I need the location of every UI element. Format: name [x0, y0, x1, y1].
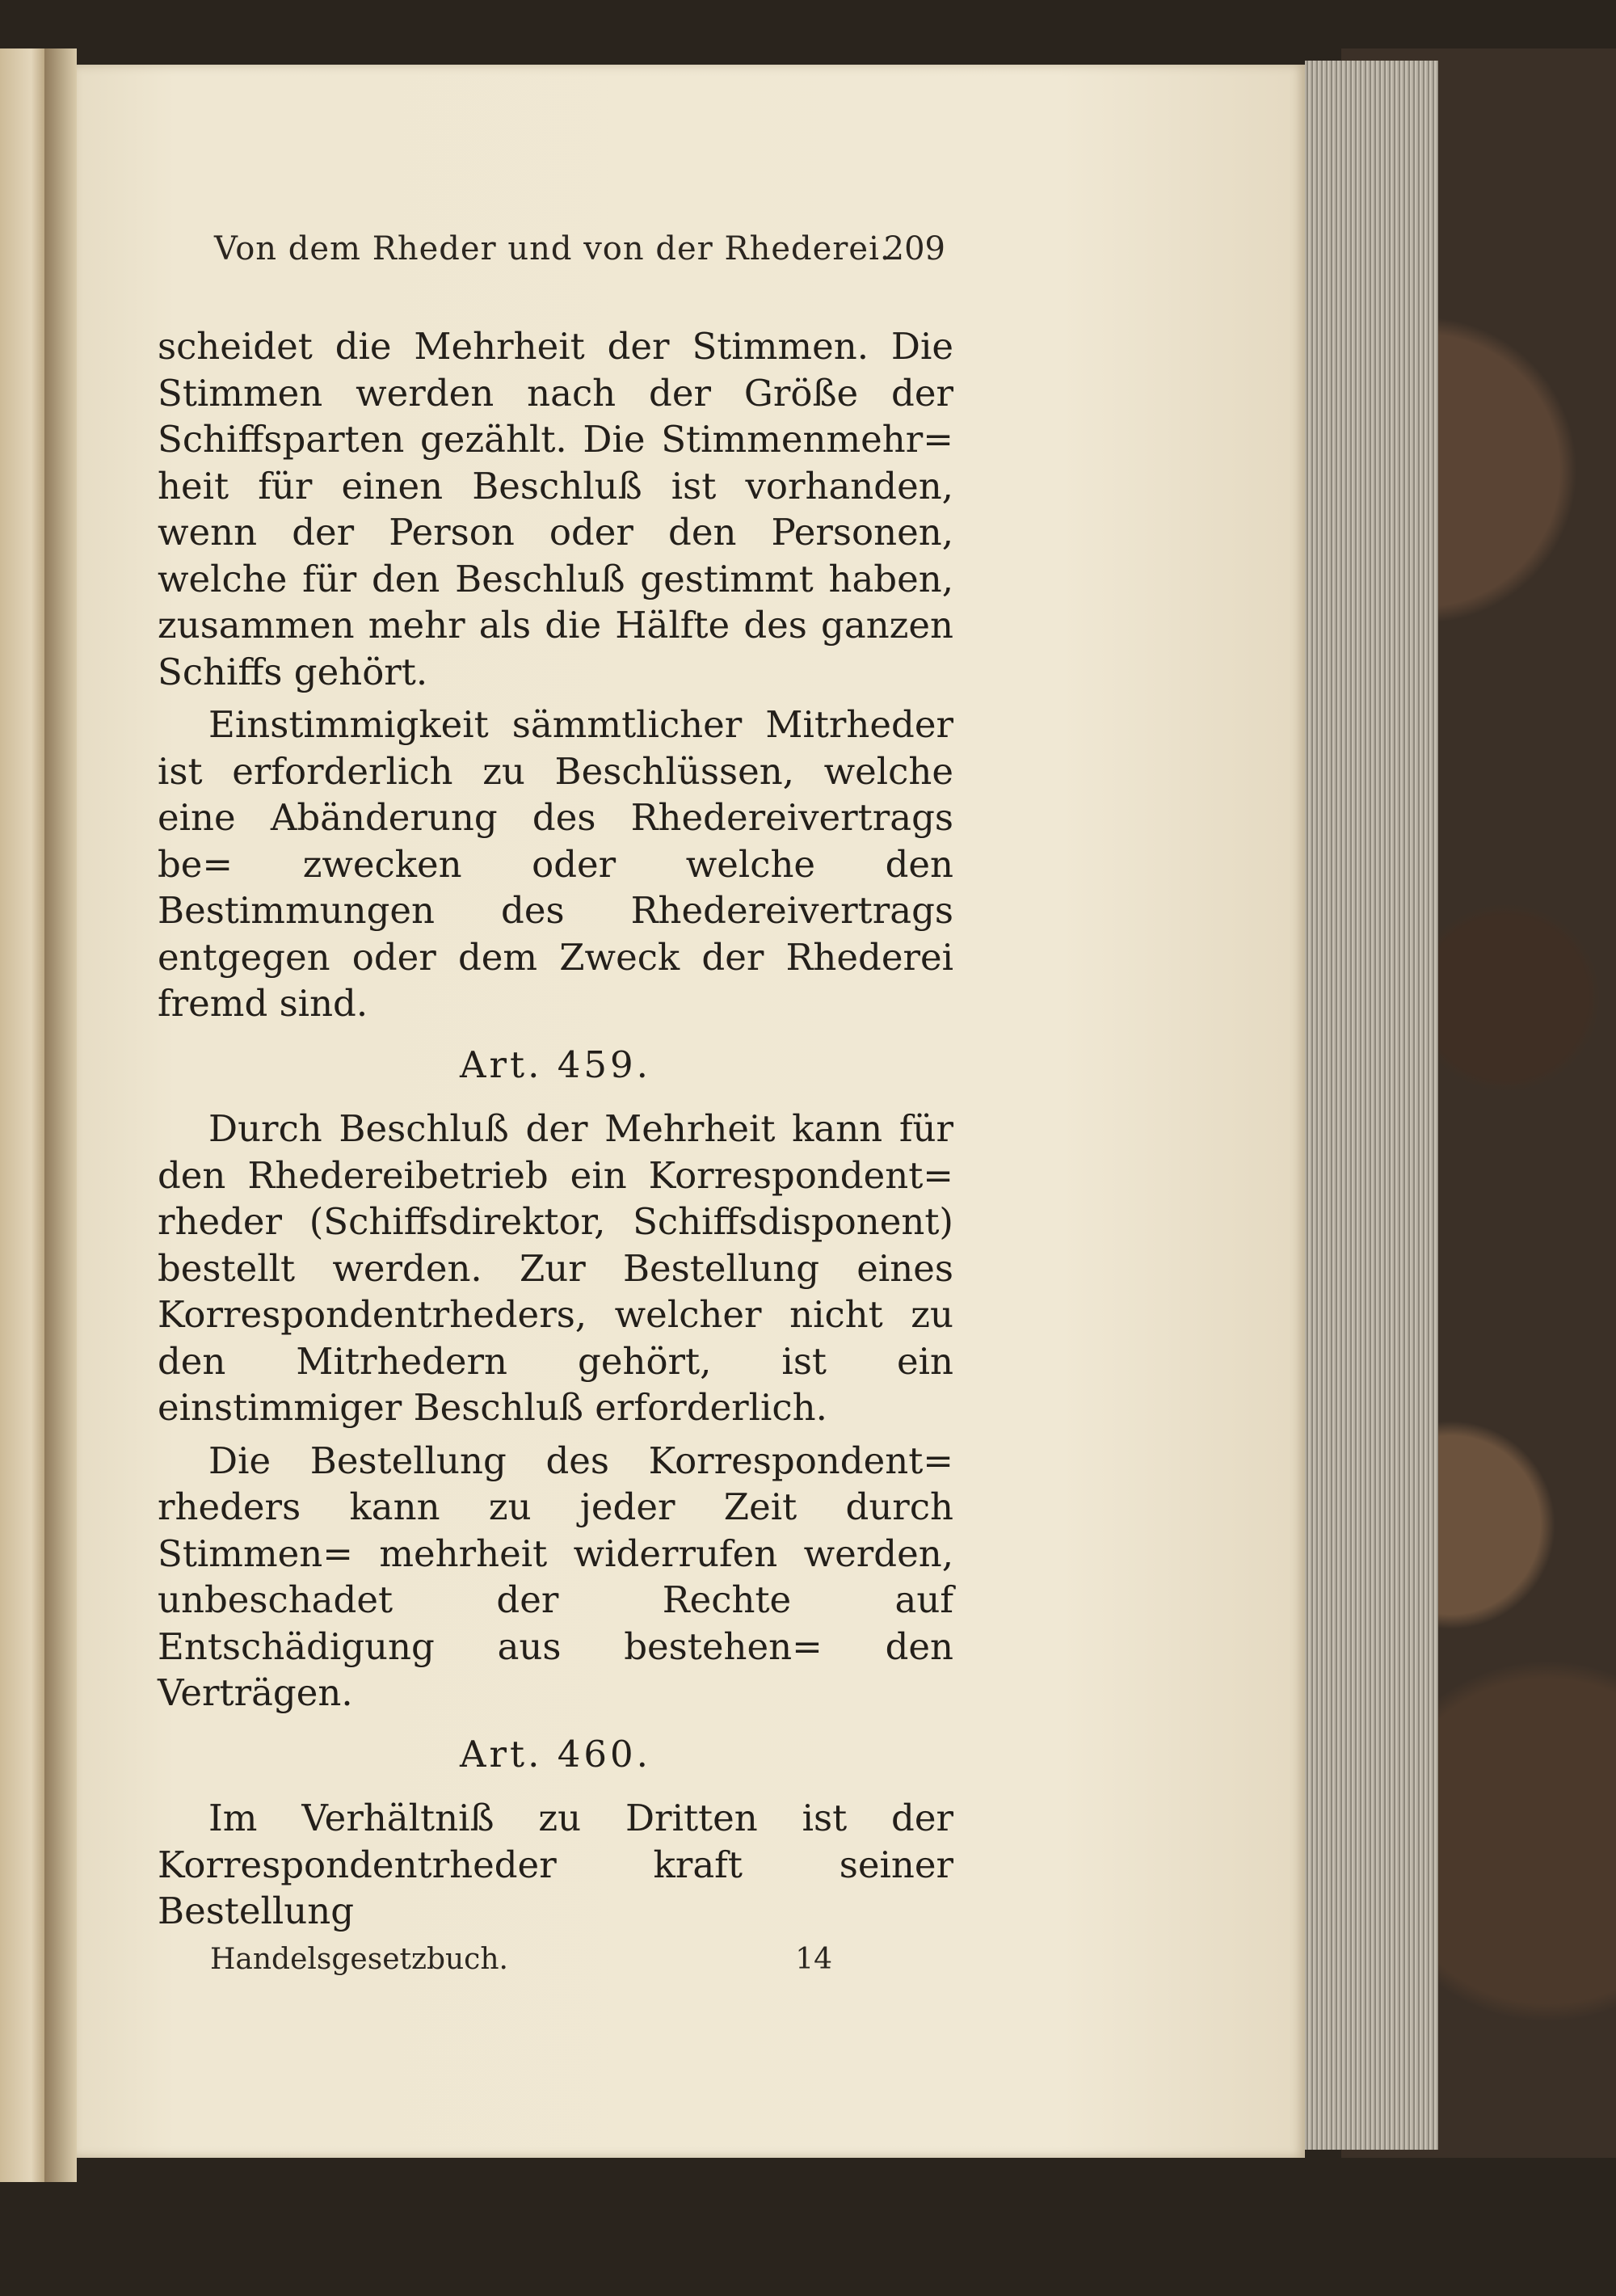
text-line: bestellt werden. Zur Bestellung eines — [158, 1246, 953, 1290]
page-footer — [210, 1943, 832, 1983]
signature-title: Handelsgesetzbuch. — [210, 1943, 508, 1976]
text-line: Im Verhältniß zu Dritten ist der — [208, 1797, 953, 1839]
text-line: zwecken oder welche den Bestimmungen des — [158, 842, 954, 932]
text-line: den Verträgen. — [158, 1624, 953, 1714]
running-header — [214, 230, 945, 279]
page-text — [158, 323, 953, 1935]
text-line: wenn der Person oder den Personen, welche — [158, 511, 953, 600]
text-line: gehört. — [293, 650, 428, 693]
signature-mark: 14 — [795, 1943, 832, 1976]
text-line: Durch Beschluß der Mehrheit kann — [208, 1107, 883, 1150]
page-edges — [1305, 61, 1438, 2150]
text-line: mehrheit widerrufen werden, unbeschadet — [158, 1531, 953, 1621]
page-number: 209 — [883, 230, 945, 268]
text-line: der Rechte auf Entschädigung aus bestehen= — [158, 1578, 954, 1668]
book-gutter — [44, 48, 77, 2182]
paragraph-5 — [158, 1795, 953, 1935]
left-page-edge — [0, 48, 44, 2182]
article-460-heading: Art. 460. — [460, 1732, 651, 1776]
paragraph-4 — [158, 1438, 953, 1717]
article-459-heading: Art. 459. — [460, 1043, 651, 1086]
text-line: Beschluß erforderlich. — [413, 1386, 827, 1429]
text-line: mehr als die Hälfte des ganzen Schiffs — [158, 604, 953, 693]
text-line: Korrespondentrheder kraft seiner Bestellung — [158, 1843, 953, 1932]
text-line: Mitrhedern gehört, ist ein einstimmiger — [158, 1339, 953, 1429]
text-line: Rhedereivertrags entgegen oder dem Zweck — [158, 889, 953, 979]
text-line: ist erforderlich zu Beschlüssen, welche eine — [158, 749, 953, 839]
text-line: Schiffsparten gezählt. Die Stimmenmehr= — [158, 418, 953, 461]
text-line: Einstimmigkeit sämmtlicher Mitrheder — [208, 703, 953, 746]
text-line: Stimmen werden nach der Größe der — [158, 371, 953, 415]
paragraph-1 — [158, 323, 953, 695]
text-line: scheidet die Mehrheit der Stimmen. Die — [158, 325, 953, 368]
text-line: rheder (Schiffsdirektor, Schiffsdisponent) — [158, 1200, 953, 1243]
text-line: für den Rhedereibetrieb ein Korrespondent= — [158, 1107, 954, 1197]
text-line: rheders kann zu jeder Zeit durch Stimmen= — [158, 1485, 953, 1575]
text-line: Korrespondentrheders, welcher nicht zu den — [158, 1293, 953, 1383]
running-title: Von dem Rheder und von der Rhederei. — [214, 230, 891, 268]
text-line: für den Beschluß gestimmt haben, zusammen — [158, 557, 953, 647]
text-line: der Rhederei fremd sind. — [158, 935, 954, 1025]
text-line: Die Bestellung des Korrespondent= — [208, 1439, 953, 1482]
text-line: heit für einen Beschluß ist vorhanden, — [158, 464, 953, 508]
paragraph-2 — [158, 701, 953, 1027]
paragraph-3 — [158, 1106, 953, 1431]
text-line: Abänderung des Rhedereivertrags be= — [158, 796, 953, 886]
